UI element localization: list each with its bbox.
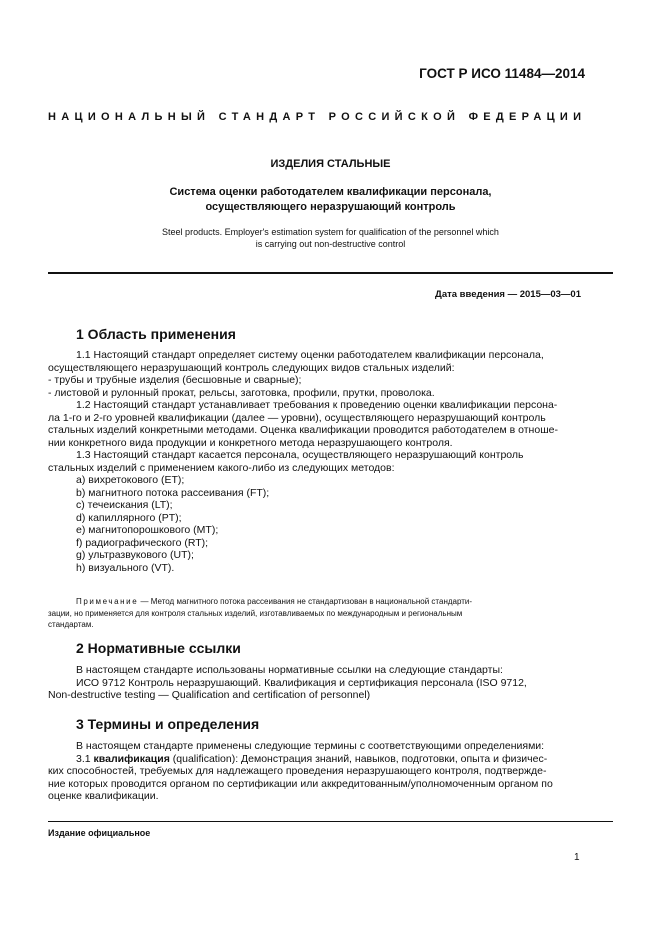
paragraph-line: В настоящем стандарте использованы нормативные ссылки на следующие стандарты: (76, 664, 503, 676)
english-title (48, 226, 613, 250)
method-list-item: a) вихретокового (ET); (76, 474, 185, 486)
definition-term: квалификация (93, 752, 170, 765)
method-list-item: g) ультразвукового (UT); (76, 549, 194, 561)
subtitle-line: Система оценки работодателем квалификации персонала, (169, 186, 492, 198)
method-list-item: b) магнитного потока рассеивания (FT); (76, 486, 270, 499)
method-list-item: h) визуального (VT). (76, 561, 175, 574)
subtitle-line: осуществляющего неразрушающий контроль (205, 201, 456, 213)
paragraph-line: осуществляющего неразрушающий контроль следующих видов стальных изделий: (48, 361, 455, 374)
page-number: 1 (574, 852, 580, 863)
english-title-line: Steel products. Employer's estimation system for qualification of the personnel which (162, 227, 499, 237)
method-list-item: d) капиллярного (PT); (76, 511, 182, 524)
official-edition-label: Издание официальное (48, 828, 151, 838)
section-2-body (48, 664, 583, 702)
paragraph-line: 1.1 Настоящий стандарт определяет систему оценки работодателем квалификации персонала, (76, 349, 544, 361)
section-1-body (48, 349, 583, 574)
paragraph-line: 1.3 Настоящий стандарт касается персонала, осуществляющего неразрушающий контроль (76, 449, 524, 461)
definition-text: (qualification): Демонстрация знаний, навыков, подготовки, опыта и физичес- (172, 752, 548, 765)
section-3-body (48, 740, 583, 803)
paragraph-line: ние которых проводится органом по сертификации или аккредитованным/уполномоченным органом по (48, 777, 553, 790)
method-list-item: f) радиографического (RT); (76, 536, 209, 549)
section-3-heading: 3 Термины и определения (76, 716, 260, 732)
footer-divider (48, 821, 613, 822)
document-number: ГОСТ Р ИСО 11484—2014 (419, 66, 585, 81)
section-1-heading: 1 Область применения (76, 326, 236, 342)
paragraph-line: нии конкретного вида продукции и конкретного метода неразрушающего контроля. (48, 436, 453, 449)
paragraph-line: оценке квалификации. (48, 790, 159, 802)
title-divider (48, 272, 613, 274)
note-text: — Метод магнитного потока рассеивания не стандартизован в национальной стандарти- (140, 597, 473, 606)
paragraph-line: ких способностей, требуемых для надлежащего проведения неразрушающего контроля, подтвержде- (48, 765, 547, 777)
english-title-line: is carrying out non-destructive control (255, 239, 406, 249)
note-line: зации, но применяется для контроля стальных изделий, изготавливаемых по международным и региональным (48, 608, 463, 618)
method-list-item: e) магнитопорошкового (MT); (76, 524, 219, 536)
paragraph-line: стальных изделий конкретными методами. Оценка квалификации проводится работодателем в отноше- (48, 424, 558, 436)
note-label: Примечание (76, 597, 139, 606)
document-subtitle (48, 185, 613, 215)
paragraph-line: 1.2 Настоящий стандарт устанавливает требования к проведению оценки квалификации персона- (76, 399, 558, 411)
section-1-note (48, 596, 583, 631)
definition-number: 3.1 (76, 752, 91, 765)
paragraph-line: стальных изделий с применением какого-либо из следующих методов: (48, 461, 395, 474)
paragraph-line: - листовой и рулонный прокат, рельсы, заготовка, профили, прутки, проволока. (48, 386, 435, 399)
method-list-item: c) течеискания (LT); (76, 499, 173, 511)
document-title: ИЗДЕЛИЯ СТАЛЬНЫЕ (270, 158, 391, 170)
section-2-heading: 2 Нормативные ссылки (76, 640, 241, 656)
paragraph-line: В настоящем стандарте применены следующие термины с соответствующими определениями: (76, 740, 545, 752)
paragraph-line: ла 1-го и 2-го уровней квалификации (далее — уровни), осуществляющего неразрушающий контроль (48, 411, 546, 424)
note-line: стандартам. (48, 620, 94, 629)
introduction-date: Дата введения — 2015—03—01 (435, 289, 581, 300)
definition-line (48, 753, 583, 766)
national-standard-banner: НАЦИОНАЛЬНЫЙ СТАНДАРТ РОССИЙСКОЙ ФЕДЕРАЦИИ (48, 111, 587, 123)
note-line (48, 596, 583, 608)
paragraph-line: - трубы и трубные изделия (бесшовные и сварные); (48, 374, 302, 386)
paragraph-line: Non-destructive testing — Qualification and certification of personnel) (48, 689, 371, 701)
paragraph-line: ИСО 9712 Контроль неразрушающий. Квалификация и сертификация персонала (ISO 9712, (76, 676, 527, 689)
